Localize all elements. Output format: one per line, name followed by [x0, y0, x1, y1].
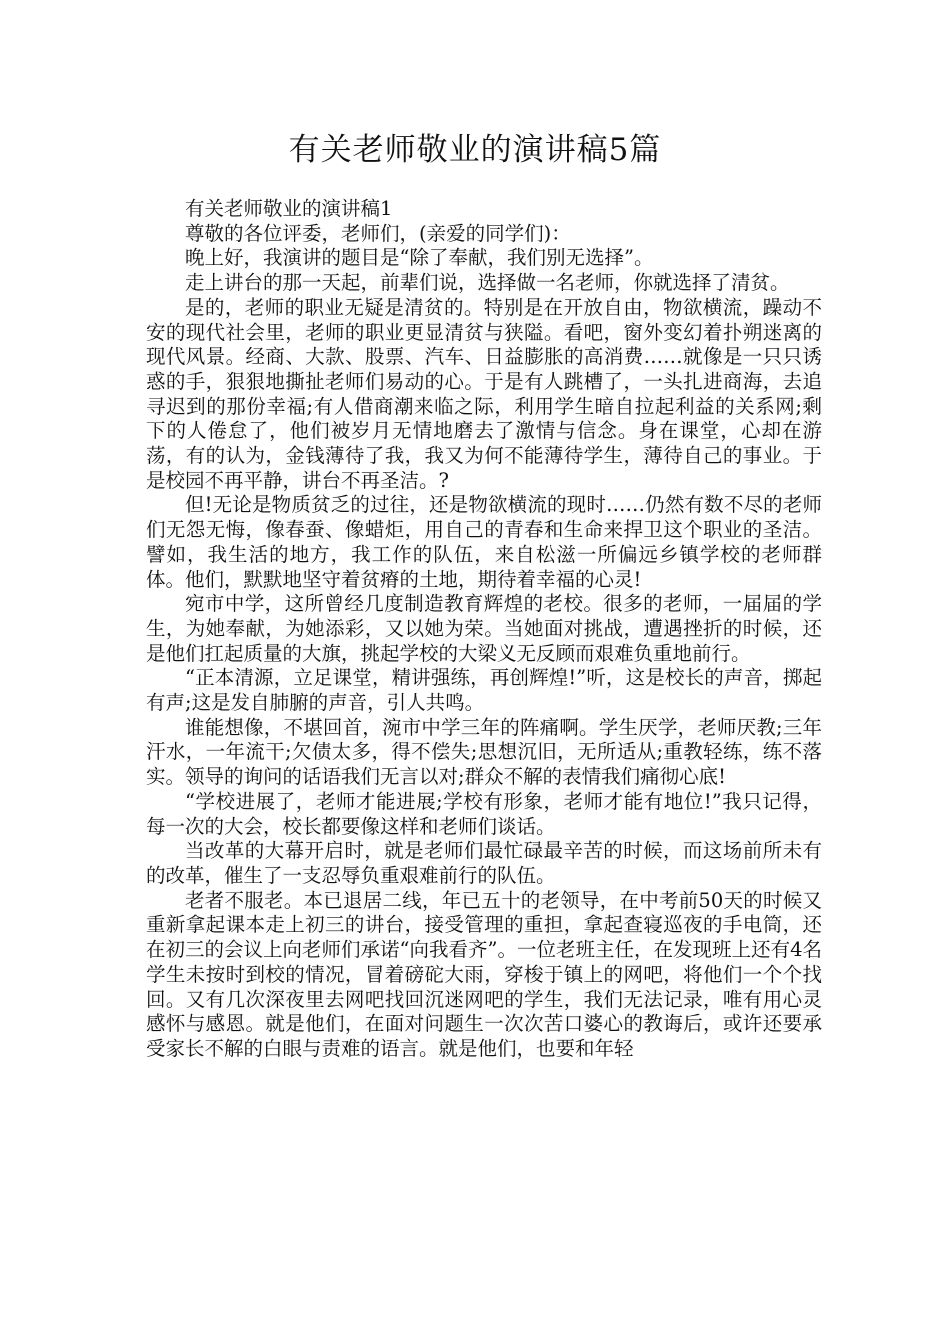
- paragraph: 但!无论是物质贫乏的过往，还是物欲横流的现时……仍然有数不尽的老师们无怨无悔，像春蚕、像蜡炬，用自己的青春和生命来捍卫这个职业的圣洁。譬如，我生活的地方，我工作的队伍，来自松滋一所偏远乡镇学校的老师群体。他们，默默地坚守着贫瘠的土地，期待着幸福的心灵!: [146, 493, 822, 591]
- paragraph-heading: 有关老师敬业的演讲稿1: [185, 197, 393, 220]
- document-title: 有关老师敬业的演讲稿5篇: [288, 132, 662, 168]
- paragraph-greeting: 晚上好，我演讲的题目是“除了奉献，我们别无选择”。: [185, 246, 654, 270]
- paragraph: “学校进展了，老师才能进展;学校有形象，老师才能有地位!”我只记得，每一次的大会，校长都要像这样和老师们谈话。: [146, 789, 822, 838]
- paragraph: 是的，老师的职业无疑是清贫的。特别是在开放自由，物欲横流，躁动不安的现代社会里，老师的职业更显清贫与狭隘。看吧，窗外变幻着扑朔迷离的现代风景。经商、大款、股票、汽车、日益膨胀的高消费……就像是一只只诱惑的手，狠狠地撕扯老师们易动的心。于是有人跳槽了，一头扎进商海，去追寻迟到的那份幸福;有人借商潮来临之际，利用学生暗自拉起利益的关系网;剩下的人倦怠了，他们被岁月无情地磨去了激情与信念。身在课堂，心却在游荡，有的认为，金钱薄待了我，我又为何不能薄待学生，薄待自己的事业。于是校园不再平静，讲台不再圣洁。?: [146, 295, 822, 492]
- paragraph: 宛市中学，这所曾经几度制造教育辉煌的老校。很多的老师，一届届的学生，为她奉献，为她添彩，又以她为荣。当她面对挑战，遭遇挫折的时候，还是他们扛起质量的大旗，挑起学校的大梁义无反顾而艰难负重地前行。: [146, 592, 822, 665]
- paragraph: 当改革的大幕开启时，就是老师们最忙碌最辛苦的时候，而这场前所未有的改革，催生了一支忍辱负重艰难前行的队伍。: [146, 839, 822, 887]
- paragraph: 走上讲台的那一天起，前辈们说，选择做一名老师，你就选择了清贫。: [185, 271, 790, 295]
- paragraph: 谁能想像，不堪回首，涴市中学三年的阵痛啊。学生厌学，老师厌教;三年汗水，一年流干;欠债太多，得不偿失;思想沉旧，无所适从;重教轻练，练不落实。领导的询问的话语我们无言以对;群众不解的表情我们痛彻心底!: [146, 715, 822, 789]
- paragraph-salutation: 尊敬的各位评委，老师们，(亲爱的同学们)：: [185, 221, 571, 245]
- document-body: [146, 197, 822, 1062]
- paragraph: 老者不服老。本已退居二线，年已五十的老领导，在中考前50天的时候又重新拿起课本走上初三的讲台，接受管理的重担，拿起查寝巡夜的手电筒，还在初三的会议上向老师们承诺“向我看齐”。一位老班主任，在发现班上还有4名学生未按时到校的情况，冒着磅砣大雨，穿梭于镇上的网吧，将他们一个个找回。又有几次深夜里去网吧找回沉迷网吧的学生，我们无法记录，唯有用心灵感怀与感恩。就是他们，在面对问题生一次次苦口婆心的教诲后，或许还要承受家长不解的白眼与责难的语言。就是他们，也要和年轻: [146, 888, 822, 1060]
- paragraph: “正本清源，立足课堂，精讲强练，再创辉煌!”听，这是校长的声音，掷起有声;这是发自肺腑的声音，引人共鸣。: [146, 666, 822, 715]
